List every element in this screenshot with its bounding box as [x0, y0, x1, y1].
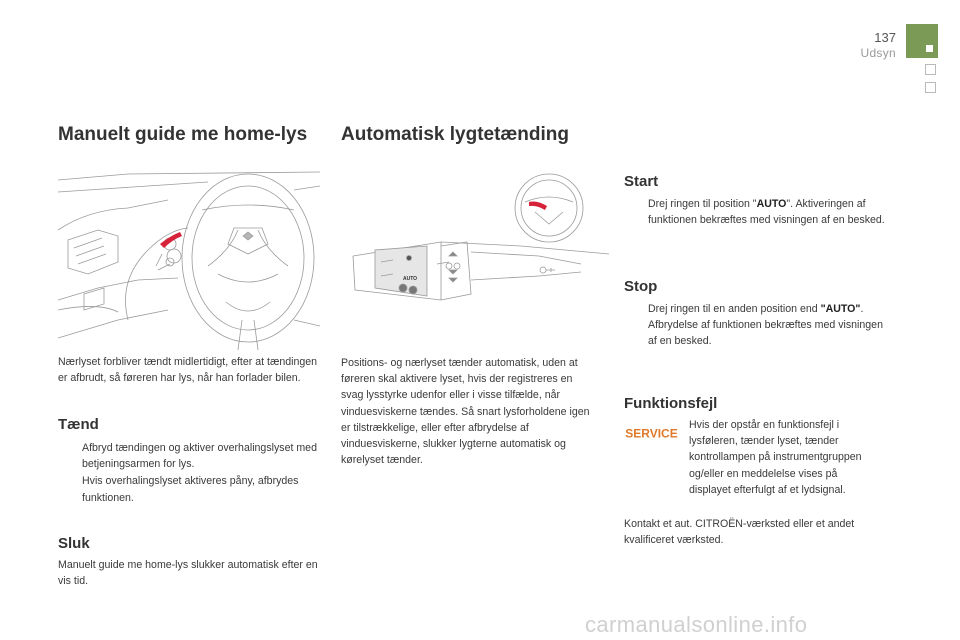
fejl-heading: Funktionsfejl — [624, 395, 718, 412]
section-tab-active[interactable] — [906, 24, 938, 58]
bullet-icon — [624, 196, 648, 228]
watermark: carmanualsonline.info — [585, 612, 808, 637]
left-intro: Nærlyset forbliver tændt midlertidigt, efter at tændingen er afbrudt, så føreren har lys, når han forlader bilen. — [58, 356, 318, 385]
taend-bullet-2: Hvis overhalingslyset aktiveres påny, afbrydes funktionen. — [58, 473, 320, 505]
start-heading: Start — [624, 173, 659, 190]
left-title: Manuelt guide me home-lys — [58, 124, 308, 145]
start-bullet: Drej ringen til position "AUTO". Aktiveringen af funktionen bekræftes med visningen af en besked. — [624, 196, 886, 228]
service-warning-icon — [624, 424, 679, 442]
middle-title: Automatisk lygtetænding — [341, 124, 570, 145]
section-label: Udsyn — [860, 46, 896, 60]
bullet-icon — [58, 440, 82, 472]
taend-list — [58, 440, 320, 507]
bullet-icon — [58, 473, 82, 505]
section-tab-empty-2[interactable] — [925, 82, 936, 93]
taend-heading: Tænd — [58, 416, 99, 433]
stop-heading: Stop — [624, 278, 658, 295]
auto-lights-text: Positions- og nærlyset tænder automatisk, uden at føreren skal aktivere lyset, hvis der registreres en svag lysstyrke udenfor eller i visse tilfælde, når vinduesviskerne tændes. Så snart lysforholdene igen er tilstrækkelige, eller efter afbrydelse af vinduesviskerne, slukker lygterne automatisk og kørelyset tænder. — [341, 357, 590, 467]
sluk-text: Manuelt guide me home-lys slukker automatisk efter en vis tid. — [58, 559, 318, 588]
section-tab-empty-1[interactable] — [925, 64, 936, 75]
tab-marker-icon — [926, 45, 933, 52]
fejl-contact: Kontakt et aut. CITROËN-værksted eller et andet kvalificeret værksted. — [624, 518, 855, 547]
taend-bullet-1: Afbryd tændingen og aktiver overhalingslyset med betjeningsarmen for lys. — [58, 440, 320, 472]
fejl-text: Hvis der opstår en funktionsfejl i lysføleren, tænder lyset, tænder kontrollampen på instrumentgruppen og/eller en meddelelse vises på displayet efterfulgt af et lydsignal. — [689, 419, 862, 496]
service-badge-text: SERVICE — [625, 426, 678, 441]
auto-keyword: AUTO — [756, 198, 787, 210]
stalk-auto-label: AUTO — [403, 276, 418, 282]
auto-keyword: "AUTO" — [820, 303, 861, 315]
sluk-heading: Sluk — [58, 535, 90, 552]
light-stalk-illustration — [341, 172, 609, 318]
stop-bullet: Drej ringen til en anden position end "AUTO". Afbrydelse af funktionen bekræftes med visningen af en besked. — [624, 301, 886, 350]
bullet-icon — [624, 301, 648, 350]
dashboard-illustration — [58, 170, 320, 350]
page-number: 137 — [874, 30, 896, 45]
